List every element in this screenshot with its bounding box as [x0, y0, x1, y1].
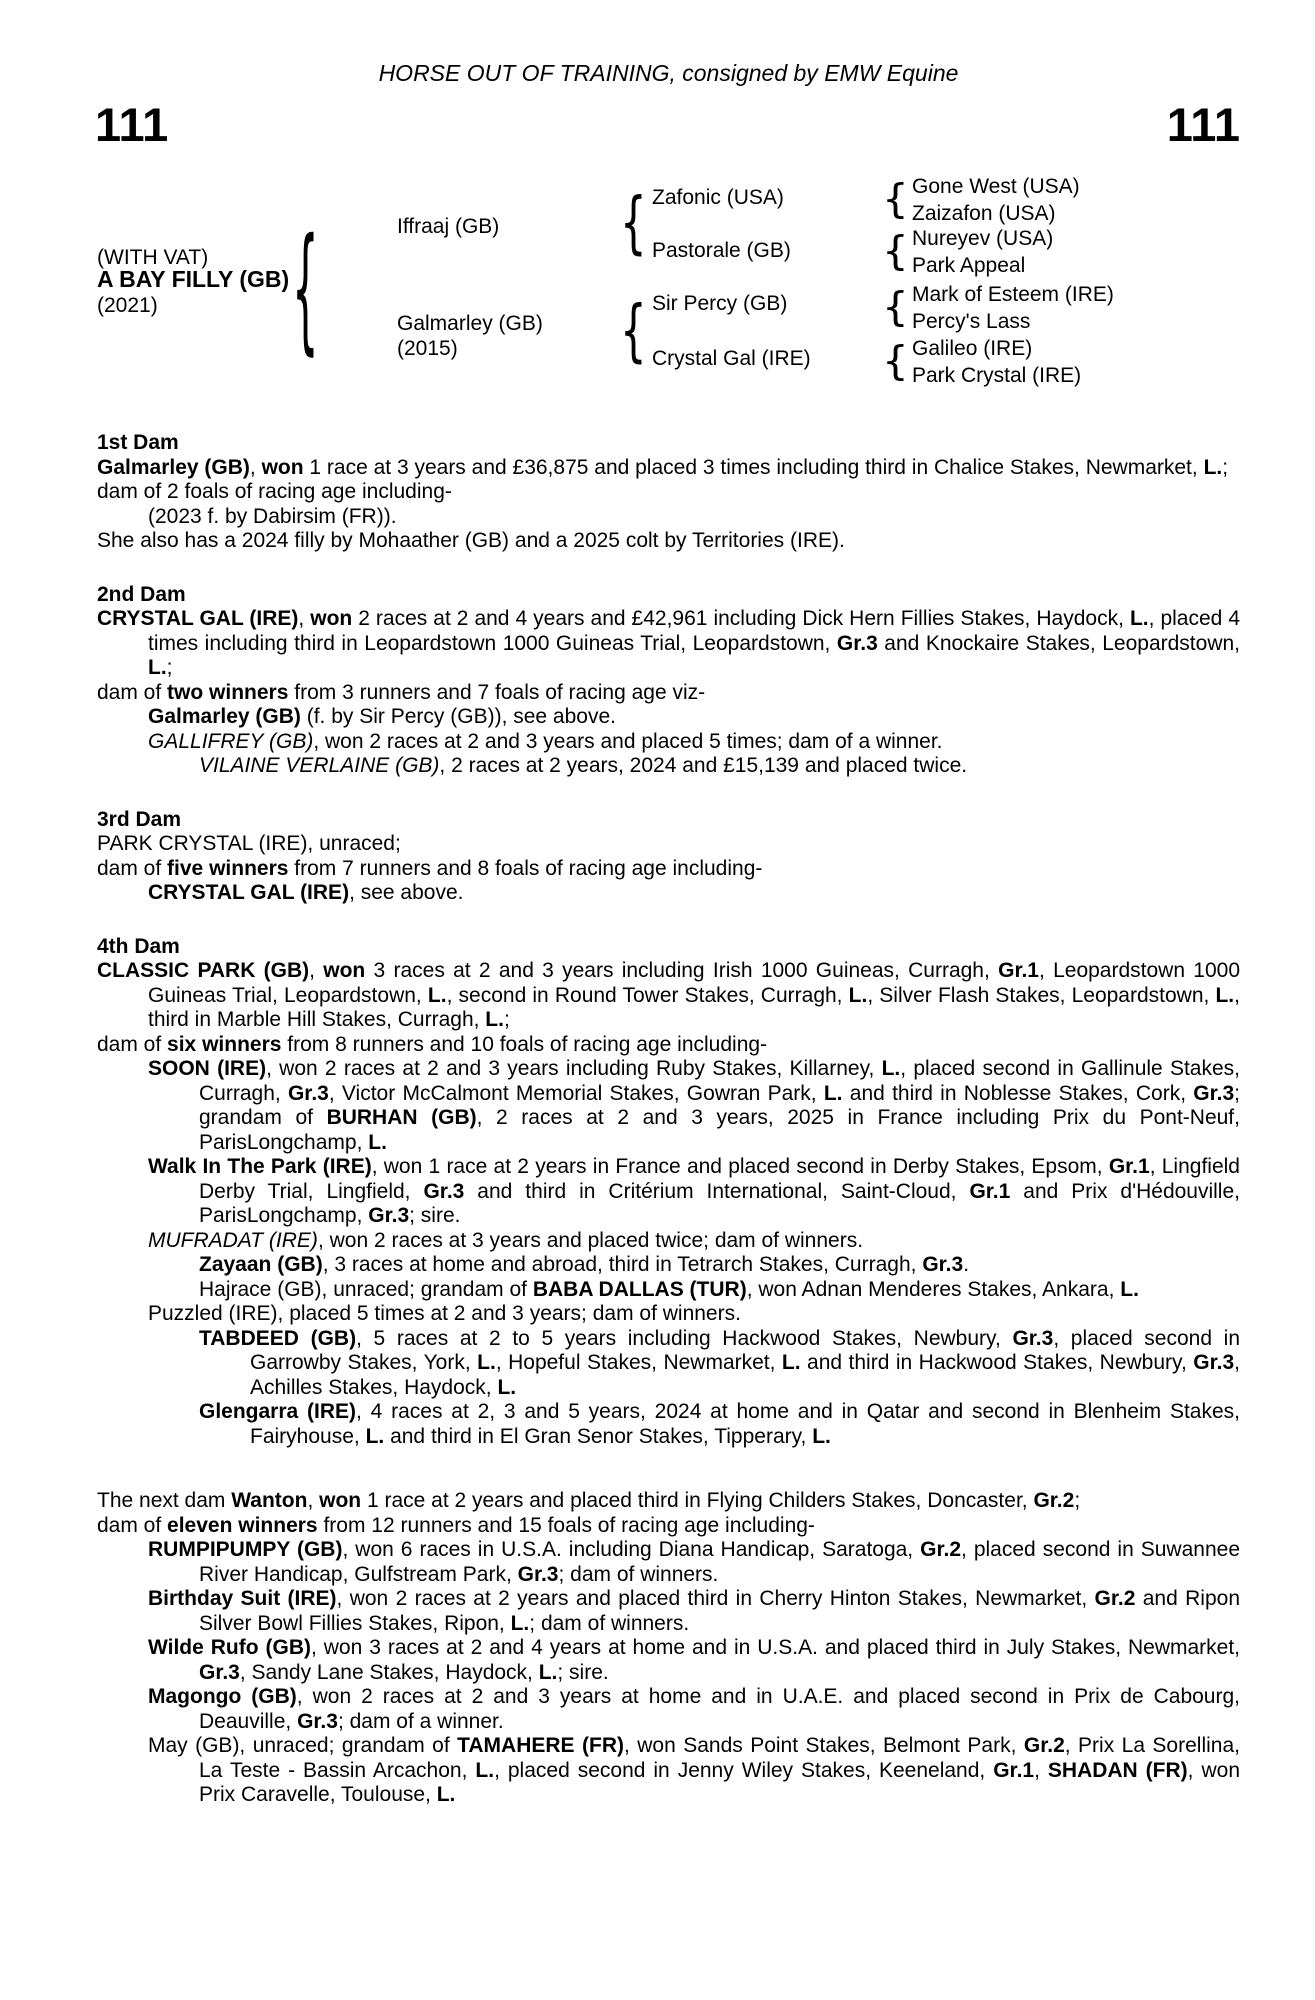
- text-run: , 3 races at home and abroad, third in Tetrarch Stakes, Curragh,: [322, 1253, 923, 1276]
- text-run: 3 races at 2 and 3 years including Irish 1000 Guineas, Curragh,: [365, 959, 999, 982]
- bold-text-run: L.: [436, 1783, 456, 1806]
- text-run: and third in Critérium International, Saint-Cloud,: [464, 1179, 970, 1203]
- bold-text-run: L.: [477, 1351, 496, 1374]
- bold-text-run: TAMAHERE (FR): [457, 1734, 624, 1757]
- pedigree-brace-icon: [620, 287, 638, 374]
- bold-text-run: L.: [1215, 983, 1235, 1007]
- text-run: , placed 4 times including third in Leopardstown 1000 Guineas Trial, Leopardstown,: [148, 607, 1241, 655]
- text-run: , won 1 race at 2 years in France and placed second in Derby Stakes, Epsom,: [371, 1155, 1109, 1178]
- pedigree-paragraph: [97, 1587, 1240, 1636]
- bold-text-run: Zayaan (GB): [199, 1253, 323, 1276]
- bold-text-run: Gr.3: [199, 1660, 240, 1684]
- bold-text-run: Gr.3: [1193, 1081, 1235, 1105]
- text-run: , won 2 races at 2 and 3 years including Ruby Stakes, Killarney,: [266, 1057, 882, 1080]
- text-run: ,: [307, 1489, 320, 1512]
- pedigree-paragraph: [97, 1155, 1240, 1229]
- pedigree-paragraph: [97, 681, 1240, 706]
- pedigree-paragraph: [97, 1302, 1240, 1327]
- pedigree-paragraph: [97, 529, 1240, 554]
- text-run: from 12 runners and 15 foals of racing age including-: [317, 1513, 815, 1537]
- text-run: , won Adnan Menderes Stakes, Ankara,: [746, 1277, 1121, 1301]
- pedigree-paragraph: [97, 1327, 1240, 1401]
- pedigree-brace-icon: [882, 281, 900, 332]
- bold-text-run: Gr.3: [836, 631, 878, 655]
- text-run: ,: [298, 607, 311, 630]
- pedigree-paragraph: [97, 505, 1240, 530]
- bold-text-run: CLASSIC PARK (GB): [97, 959, 310, 982]
- bold-text-run: Glengarra (IRE): [199, 1400, 356, 1423]
- bold-text-run: L.: [365, 1424, 385, 1448]
- bold-text-run: L.: [1120, 1277, 1139, 1301]
- text-run: ; sire.: [557, 1660, 609, 1684]
- text-run: PARK CRYSTAL (IRE), unraced;: [97, 832, 401, 855]
- text-run: , won 2 races at 2 and 3 years at home and in U.A.E. and placed second in Prix de Cabourg, Deauville,: [199, 1685, 1240, 1733]
- pedigree-paragraph: [97, 1229, 1240, 1254]
- bold-text-run: Gr.3: [368, 1204, 410, 1227]
- dam-section: [97, 935, 1240, 1450]
- sire-name: Iffraaj (GB): [397, 215, 500, 238]
- text-run: , see above.: [349, 881, 464, 904]
- pedigree-paragraph: [97, 832, 1240, 857]
- text-run: (2023 f. by Dabirsim (FR)).: [148, 504, 397, 528]
- bold-text-run: Gr.3: [517, 1562, 559, 1586]
- text-run: ,: [249, 455, 262, 479]
- bold-text-run: Galmarley (GB): [148, 705, 301, 728]
- grandsire-maternal: Sir Percy (GB): [652, 292, 788, 315]
- pedigree-paragraph: [97, 857, 1240, 882]
- text-run: ;: [1074, 1489, 1081, 1512]
- pedigree-paragraph: [97, 1057, 1240, 1155]
- pedigree-brace-icon: [620, 179, 638, 266]
- text-run: , Lingfield Derby Trial, Lingfield,: [199, 1155, 1240, 1203]
- dam-name: Galmarley (GB): [397, 312, 543, 335]
- bold-text-run: eleven winners: [167, 1513, 318, 1537]
- text-run: , won 2 races at 3 years and placed twice; dam of winners.: [317, 1228, 864, 1252]
- great-grandparent: Park Appeal: [912, 254, 1026, 277]
- bold-text-run: Magongo (GB): [148, 1685, 297, 1708]
- text-run: , Hopeful Stakes, Newmarket,: [495, 1351, 782, 1374]
- text-run: , 4 races at 2, 3 and 5 years, 2024 at home and in Qatar and second in Blenheim Stakes, Fairyhouse,: [250, 1400, 1240, 1448]
- bold-text-run: Gr.3: [1193, 1351, 1235, 1374]
- bold-text-run: L.: [848, 983, 868, 1007]
- granddam-paternal: Pastorale (GB): [652, 239, 791, 262]
- great-grandparent: Nureyev (USA): [912, 227, 1054, 250]
- bold-text-run: Wanton: [231, 1489, 308, 1512]
- text-run: 1 race at 2 years and placed third in Flying Childers Stakes, Doncaster,: [361, 1489, 1034, 1512]
- bold-text-run: L.: [538, 1660, 558, 1684]
- text-run: , third in Marble Hill Stakes, Curragh,: [148, 983, 1240, 1031]
- text-run: , won Prix Caravelle, Toulouse,: [199, 1758, 1240, 1806]
- text-run: dam of: [97, 1032, 168, 1056]
- text-run: , placed second in Suwannee River Handicap, Gulfstream Park,: [199, 1538, 1240, 1586]
- bold-text-run: BURHAN (GB): [326, 1106, 477, 1129]
- great-grandparent: Mark of Esteem (IRE): [912, 283, 1114, 306]
- bold-text-run: Gr.3: [1012, 1326, 1054, 1350]
- text-run: She also has a 2024 filly by Mohaather (GB) and a 2025 colt by Territories (IRE).: [97, 529, 845, 552]
- pedigree-paragraph: [97, 730, 1240, 755]
- text-run: Hajrace (GB), unraced; grandam of: [199, 1277, 533, 1301]
- dam-section: [97, 808, 1240, 906]
- text-run: , Achilles Stakes, Haydock,: [250, 1351, 1240, 1399]
- pedigree-paragraph: [97, 754, 1240, 779]
- bold-text-run: L.: [485, 1008, 504, 1031]
- vat-note: (WITH VAT): [97, 246, 209, 269]
- text-run: dam of: [97, 856, 168, 880]
- bold-text-run: BABA DALLAS (TUR): [532, 1277, 747, 1301]
- text-run: , 2 races at 2 and 3 years, 2025 in France including Prix du Pont-Neuf, ParisLongchamp,: [199, 1106, 1240, 1154]
- text-run: ; grandam of: [199, 1081, 1240, 1129]
- lot-number-right: 111: [1166, 98, 1240, 151]
- bold-text-run: CRYSTAL GAL (IRE): [97, 607, 299, 630]
- text-run: , Prix La Sorellina, La Teste - Bassin Arcachon,: [199, 1734, 1240, 1782]
- bold-text-run: Gr.1: [998, 959, 1039, 982]
- text-run: ; dam of a winner.: [337, 1709, 504, 1733]
- bold-text-run: L.: [812, 1424, 831, 1448]
- bold-text-run: Gr.1: [969, 1179, 1011, 1203]
- text-run: and Knockaire Stakes, Leopardstown,: [877, 631, 1240, 655]
- bold-text-run: TABDEED (GB): [199, 1326, 357, 1350]
- italic-text-run: MUFRADAT (IRE): [148, 1228, 318, 1252]
- text-run: ; dam of winners.: [529, 1611, 690, 1635]
- text-run: 1 race at 3 years and £36,875 and placed 3 times including third in Chalice Stakes, Newmarket,: [303, 455, 1204, 479]
- text-run: ;: [1222, 455, 1229, 479]
- pedigree-paragraph: [97, 1278, 1240, 1303]
- great-grandparent: Percy's Lass: [912, 310, 1031, 333]
- bold-text-run: L.: [823, 1081, 843, 1105]
- text-run: , won 2 races at 2 and 3 years and placed 5 times; dam of a winner.: [313, 729, 943, 753]
- text-run: and third in El Gran Senor Stakes, Tipperary,: [384, 1424, 813, 1448]
- text-run: , won 3 races at 2 and 4 years at home and in U.S.A. and placed third in July Stakes, Newmarket,: [311, 1636, 1241, 1659]
- pedigree-paragraph: [97, 959, 1240, 1033]
- text-run: May (GB), unraced; grandam of: [148, 1734, 458, 1757]
- pedigree-paragraph: [97, 1734, 1240, 1808]
- text-run: dam of 2 foals of racing age including-: [97, 480, 452, 503]
- pedigree-paragraph: [97, 1514, 1240, 1539]
- text-run: from 7 runners and 8 foals of racing age including-: [288, 856, 763, 880]
- bold-text-run: Gr.2: [1023, 1734, 1065, 1757]
- granddam-maternal: Crystal Gal (IRE): [652, 347, 811, 370]
- pedigree-paragraph: [97, 1538, 1240, 1587]
- text-run: , placed second in Gallinule Stakes, Curragh,: [199, 1057, 1241, 1105]
- bold-text-run: won: [319, 1489, 362, 1512]
- bold-text-run: L.: [881, 1057, 901, 1080]
- great-grandparent: Zaizafon (USA): [912, 202, 1056, 225]
- bold-text-run: Gr.2: [1033, 1489, 1075, 1512]
- bold-text-run: Birthday Suit (IRE): [148, 1587, 337, 1610]
- text-run: , Silver Flash Stakes, Leopardstown,: [867, 983, 1216, 1007]
- bold-text-run: Wilde Rufo (GB): [148, 1636, 311, 1659]
- pedigree-paragraph: [97, 881, 1240, 906]
- text-run: ; sire.: [409, 1204, 461, 1227]
- text-run: , Victor McCalmont Memorial Stakes, Gowran Park,: [328, 1081, 824, 1105]
- bold-text-run: won: [261, 455, 304, 479]
- pedigree-paragraph: [97, 456, 1240, 481]
- bold-text-run: Gr.3: [922, 1253, 964, 1276]
- text-run: dam of: [97, 680, 168, 704]
- bold-text-run: Gr.3: [297, 1709, 338, 1733]
- horse-foaling-year: (2021): [97, 294, 158, 317]
- bold-text-run: L.: [148, 656, 167, 679]
- bold-text-run: L.: [510, 1611, 530, 1635]
- great-grandparent: Galileo (IRE): [912, 337, 1033, 360]
- text-run: Puzzled (IRE), placed 5 times at 2 and 3 years; dam of winners.: [148, 1302, 741, 1325]
- bold-text-run: L.: [781, 1351, 801, 1374]
- text-run: , won 2 races at 2 years and placed third in Cherry Hinton Stakes, Newmarket,: [336, 1587, 1095, 1610]
- text-run: and Ripon Silver Bowl Fillies Stakes, Ripon,: [199, 1587, 1241, 1635]
- text-run: , placed second in Garrowby Stakes, York,: [250, 1326, 1240, 1374]
- text-run: , 5 races at 2 to 5 years including Hackwood Stakes, Newbury,: [356, 1326, 1013, 1350]
- text-run: ;: [166, 656, 173, 679]
- dam-section-heading: 4th Dam: [97, 934, 180, 958]
- text-run: ; dam of winners.: [558, 1562, 719, 1586]
- bold-text-run: L.: [427, 983, 447, 1007]
- text-run: from 3 runners and 7 foals of racing age viz-: [288, 680, 706, 704]
- bold-text-run: five winners: [167, 856, 289, 880]
- italic-text-run: GALLIFREY (GB): [148, 729, 314, 753]
- dam-section-heading: 3rd Dam: [97, 807, 182, 831]
- page-title: HORSE OUT OF TRAINING, consigned by EMW Equine: [378, 60, 959, 86]
- text-run: , second in Round Tower Stakes, Curragh,: [446, 983, 849, 1007]
- text-run: , Sandy Lane Stakes, Haydock,: [239, 1660, 539, 1684]
- text-run: 2 races at 2 and 4 years and £42,961 including Dick Hern Fillies Stakes, Haydock,: [352, 607, 1130, 630]
- text-run: and Prix d'Hédouville, ParisLongchamp,: [199, 1179, 1240, 1227]
- bold-text-run: RUMPIPUMPY (GB): [148, 1538, 343, 1561]
- text-run: , placed second in Jenny Wiley Stakes, Keeneland,: [494, 1758, 994, 1782]
- bold-text-run: CRYSTAL GAL (IRE): [148, 881, 350, 904]
- text-run: , won 6 races in U.S.A. including Diana Handicap, Saratoga,: [342, 1538, 921, 1561]
- text-run: The next dam: [97, 1489, 232, 1512]
- text-run: and third in Noblesse Stakes, Cork,: [842, 1081, 1194, 1105]
- bold-text-run: L.: [1203, 455, 1223, 479]
- pedigree-paragraph: [97, 607, 1240, 681]
- bold-text-run: L.: [475, 1758, 495, 1782]
- great-grandparent: Gone West (USA): [912, 175, 1080, 198]
- text-run: , won Sands Point Stakes, Belmont Park,: [623, 1734, 1024, 1757]
- pedigree-paragraph: [97, 1636, 1240, 1685]
- bold-text-run: Gr.3: [423, 1179, 465, 1203]
- dam-section: [97, 1489, 1240, 1808]
- grandsire-paternal: Zafonic (USA): [652, 186, 784, 209]
- bold-text-run: L.: [368, 1130, 387, 1154]
- italic-text-run: VILAINE VERLAINE (GB): [199, 754, 440, 777]
- dam-foaling-year: (2015): [397, 337, 458, 360]
- text-run: (f. by Sir Percy (GB)), see above.: [300, 705, 616, 728]
- pedigree-brace-icon: [882, 335, 900, 386]
- pedigree-paragraph: [97, 705, 1240, 730]
- dam-section: [97, 583, 1240, 779]
- bold-text-run: L.: [1129, 607, 1149, 630]
- pedigree-paragraph: [97, 1400, 1240, 1449]
- bold-text-run: L.: [497, 1375, 517, 1399]
- dam-section: [97, 431, 1240, 554]
- lot-number-left: 111: [95, 98, 169, 151]
- bold-text-run: SHADAN (FR): [1047, 1758, 1188, 1782]
- pedigree-brace-icon: [292, 202, 310, 378]
- text-run: and third in Hackwood Stakes, Newbury,: [800, 1351, 1194, 1374]
- bold-text-run: six winners: [167, 1032, 282, 1056]
- horse-name: A BAY FILLY (GB): [97, 266, 290, 292]
- text-run: , 2 races at 2 years, 2024 and £15,139 and placed twice.: [439, 754, 968, 777]
- text-run: dam of: [97, 1513, 168, 1537]
- pedigree-brace-icon: [882, 173, 900, 224]
- bold-text-run: Walk In The Park (IRE): [148, 1155, 372, 1178]
- pedigree-paragraph: [97, 480, 1240, 505]
- bold-text-run: Gr.1: [1108, 1155, 1150, 1178]
- pedigree-brace-icon: [882, 225, 900, 276]
- bold-text-run: won: [323, 959, 366, 982]
- dam-section-heading: 2nd Dam: [97, 582, 186, 606]
- pedigree-paragraph: [97, 1489, 1240, 1514]
- text-run: , Leopardstown 1000 Guineas Trial, Leopardstown,: [148, 959, 1241, 1007]
- bold-text-run: Gr.3: [287, 1081, 329, 1105]
- text-run: ,: [1034, 1758, 1048, 1782]
- text-run: from 8 runners and 10 foals of racing age including-: [281, 1032, 768, 1056]
- bold-text-run: Gr.2: [1094, 1587, 1136, 1610]
- text-run: .: [963, 1253, 970, 1276]
- bold-text-run: Galmarley (GB): [97, 455, 250, 479]
- pedigree-paragraph: [97, 1685, 1240, 1734]
- pedigree-paragraph: [97, 1033, 1240, 1058]
- bold-text-run: won: [310, 607, 353, 630]
- bold-text-run: two winners: [167, 680, 289, 704]
- bold-text-run: SOON (IRE): [148, 1057, 267, 1080]
- pedigree-paragraph: [97, 1253, 1240, 1278]
- great-grandparent: Park Crystal (IRE): [912, 364, 1082, 387]
- text-run: ;: [503, 1008, 510, 1031]
- dam-section-heading: 1st Dam: [97, 431, 179, 454]
- bold-text-run: Gr.1: [993, 1758, 1035, 1782]
- bold-text-run: Gr.2: [920, 1538, 962, 1561]
- text-run: ,: [309, 959, 324, 982]
- pedigree-text-body: [97, 431, 1240, 1808]
